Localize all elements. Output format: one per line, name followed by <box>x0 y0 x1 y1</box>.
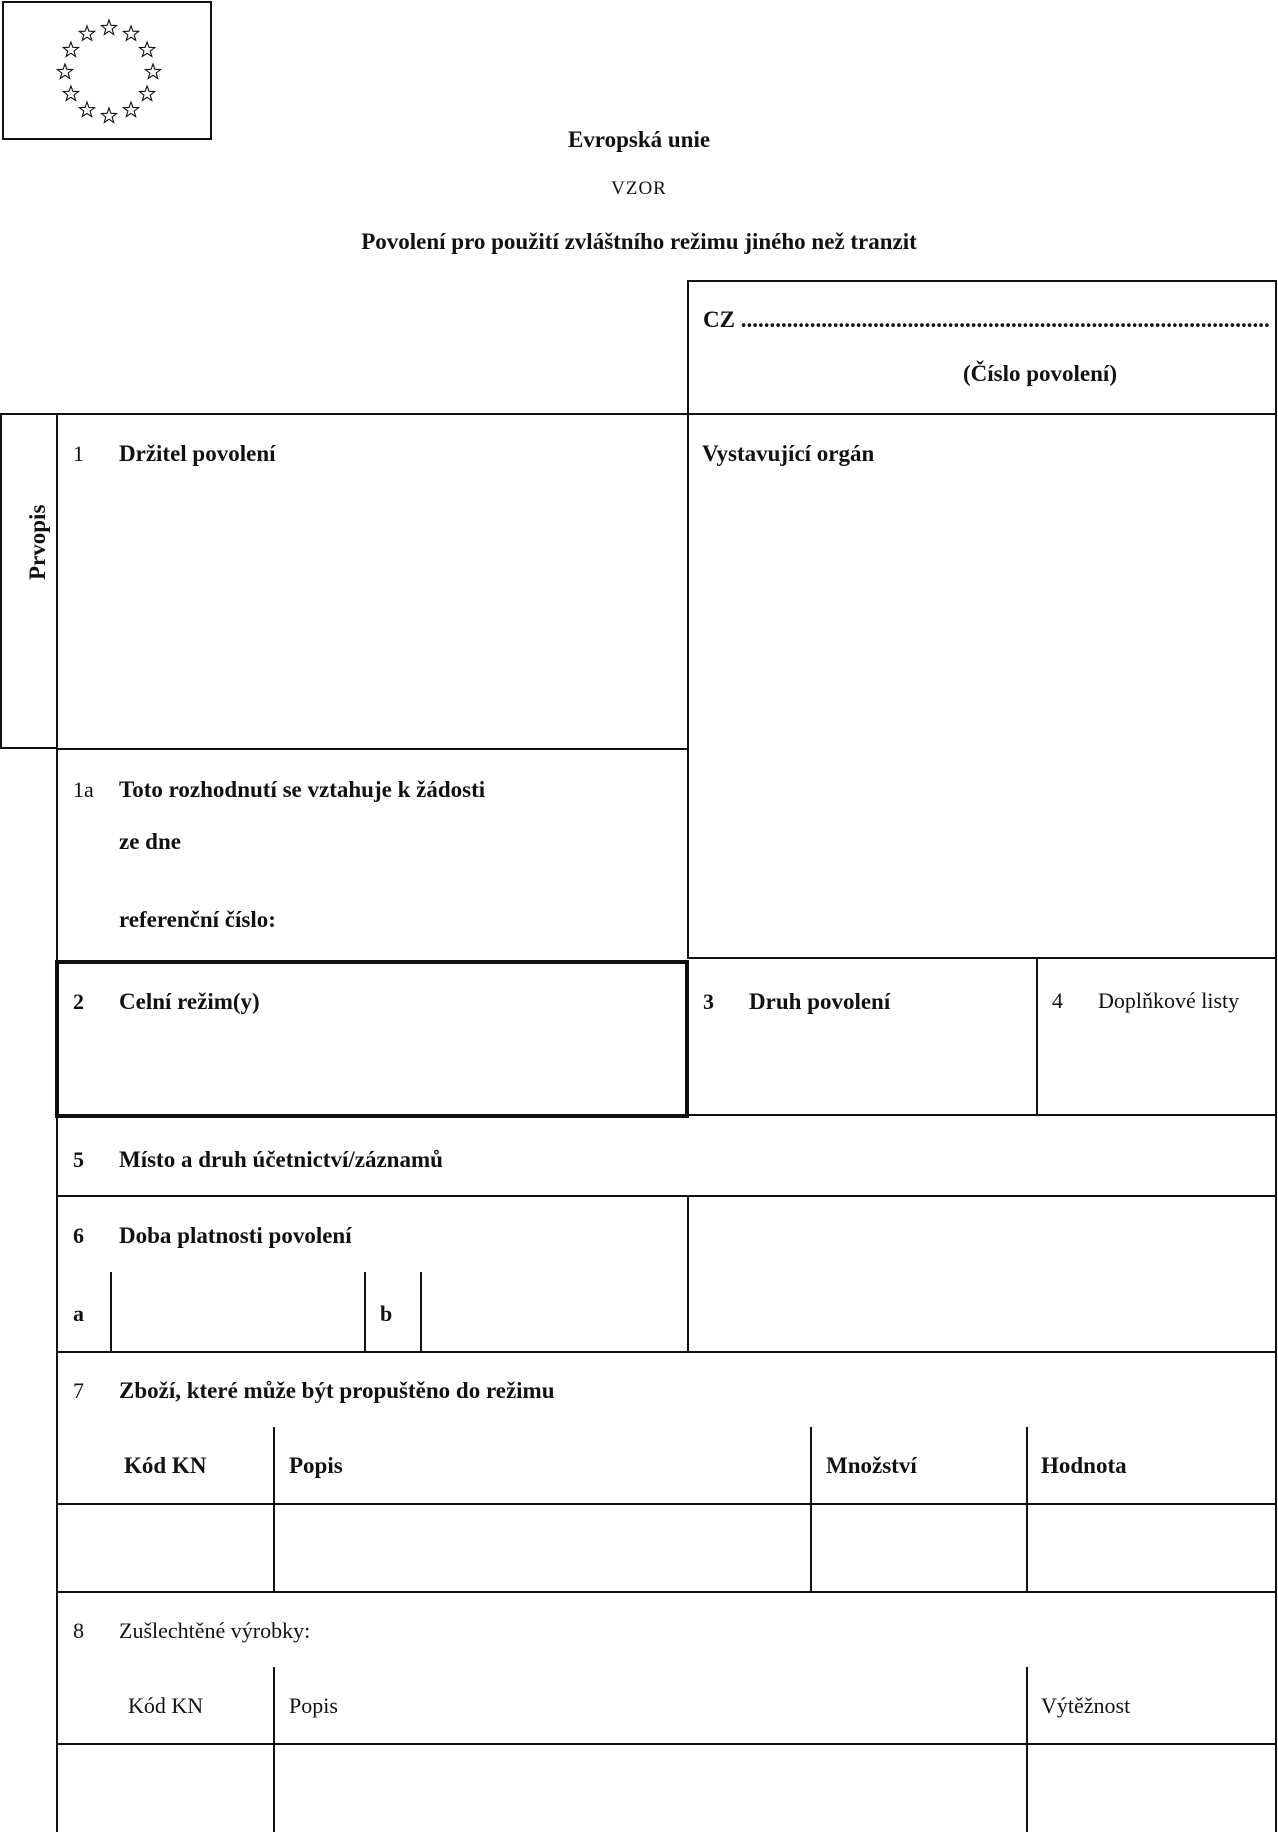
star-icon <box>57 64 72 78</box>
grid-line <box>364 1272 366 1351</box>
goods-col-description: Popis <box>289 1453 343 1478</box>
star-icon <box>101 108 116 122</box>
application-date-label: ze dne <box>119 829 181 854</box>
original-copy-label: Prvopis <box>25 504 50 580</box>
star-icon <box>123 102 138 116</box>
grid-line <box>0 413 2 749</box>
additional-sheets-label: Doplňkové listy <box>1098 988 1240 1013</box>
products-col-description: Popis <box>289 1693 338 1718</box>
issuing-authority-label: Vystavující orgán <box>702 441 875 466</box>
field-8-number: 8 <box>73 1618 84 1643</box>
grid-line <box>0 747 58 749</box>
products-col-yield: Výtěžnost <box>1041 1693 1131 1718</box>
specimen-label: VZOR <box>611 178 667 199</box>
accounts-records-field[interactable] <box>590 1125 1270 1191</box>
grid-line <box>420 1272 422 1351</box>
star-icon <box>123 26 138 40</box>
holder-label: Držitel povolení <box>119 441 276 466</box>
grid-line <box>273 1667 275 1832</box>
products-description-cell[interactable] <box>278 1748 1023 1828</box>
authorisation-type-field[interactable] <box>690 1020 1034 1112</box>
box-line <box>1275 280 1277 414</box>
grid-line <box>56 1591 1277 1593</box>
field-1-number: 1 <box>73 441 84 466</box>
validity-period-label: Doba platnosti povolení <box>119 1223 352 1248</box>
authorisation-type-label: Druh povolení <box>749 989 891 1014</box>
grid-line <box>56 1195 1277 1197</box>
grid-line <box>810 1427 812 1593</box>
star-icon <box>101 20 116 34</box>
grid-line <box>56 748 688 750</box>
star-icon <box>63 86 78 100</box>
grid-line <box>1036 957 1038 1115</box>
grid-line <box>1275 413 1277 1832</box>
field-7-number: 7 <box>73 1378 84 1403</box>
grid-line <box>1026 1667 1028 1832</box>
field-2-number: 2 <box>73 989 84 1014</box>
field-6-number: 6 <box>73 1223 84 1248</box>
star-icon <box>63 42 78 56</box>
validity-extra-field[interactable] <box>692 1200 1272 1348</box>
grid-line <box>273 1427 275 1593</box>
customs-procedure-box[interactable] <box>55 960 689 1118</box>
eu-stars-circle-icon <box>4 3 210 138</box>
field-3-number: 3 <box>703 989 714 1014</box>
authorisation-number-caption: (Číslo povolení) <box>963 361 1117 386</box>
grid-line <box>1026 1427 1028 1593</box>
goods-description-cell[interactable] <box>278 1508 806 1588</box>
goods-col-value: Hodnota <box>1041 1453 1127 1478</box>
grid-line <box>687 957 1276 959</box>
field-1a-number: 1a <box>73 777 94 802</box>
validity-b-field[interactable] <box>424 1276 684 1348</box>
field-4-number: 4 <box>1052 988 1063 1013</box>
grid-line <box>687 280 689 958</box>
star-icon <box>140 42 155 56</box>
accounts-records-label: Místo a druh účetnictví/záznamů <box>119 1147 443 1172</box>
products-col-cn-code: Kód KN <box>128 1693 204 1718</box>
customs-procedure-label: Celní režim(y) <box>119 989 260 1014</box>
form-title: Povolení pro použití zvláštního režimu jiného než tranzit <box>361 229 917 254</box>
validity-a-label: a <box>73 1301 84 1326</box>
star-icon <box>145 64 160 78</box>
grid-line <box>110 1272 112 1351</box>
star-icon <box>79 102 94 116</box>
products-yield-cell[interactable] <box>1031 1748 1271 1828</box>
star-icon <box>140 86 155 100</box>
grid-line <box>56 413 58 1832</box>
validity-b-label: b <box>380 1301 393 1326</box>
processed-products-label: Zušlechtěné výrobky: <box>119 1618 311 1643</box>
issuing-authority-field[interactable] <box>692 470 1272 950</box>
products-cn-code-cell[interactable] <box>60 1748 270 1828</box>
field-5-number: 5 <box>73 1147 84 1172</box>
reference-number-label: referenční číslo: <box>119 907 276 932</box>
grid-line <box>687 1195 689 1351</box>
authorisation-number-field[interactable]: CZ ............................................................................................ <box>703 307 1270 332</box>
goods-quantity-cell[interactable] <box>815 1508 1023 1588</box>
eu-heading: Evropská unie <box>567 127 711 152</box>
additional-sheets-field[interactable] <box>1040 1020 1272 1112</box>
box-line <box>688 280 1277 282</box>
star-icon <box>79 26 94 40</box>
goods-value-cell[interactable] <box>1031 1508 1271 1588</box>
grid-line <box>56 1351 1277 1353</box>
goods-cn-code-cell[interactable] <box>60 1508 270 1588</box>
eu-flag-emblem <box>2 1 212 140</box>
grid-line <box>56 1114 1277 1116</box>
holder-field[interactable] <box>60 470 684 744</box>
goods-col-cn-code: Kód KN <box>124 1453 207 1478</box>
grid-line <box>56 1503 1277 1505</box>
grid-line <box>56 1743 1277 1745</box>
validity-a-field[interactable] <box>114 1276 362 1348</box>
grid-line <box>0 413 1277 415</box>
goods-col-quantity: Množství <box>826 1453 917 1478</box>
application-reference-label: Toto rozhodnutí se vztahuje k žádosti <box>119 777 486 802</box>
goods-label: Zboží, které může být propuštěno do režimu <box>119 1378 555 1403</box>
